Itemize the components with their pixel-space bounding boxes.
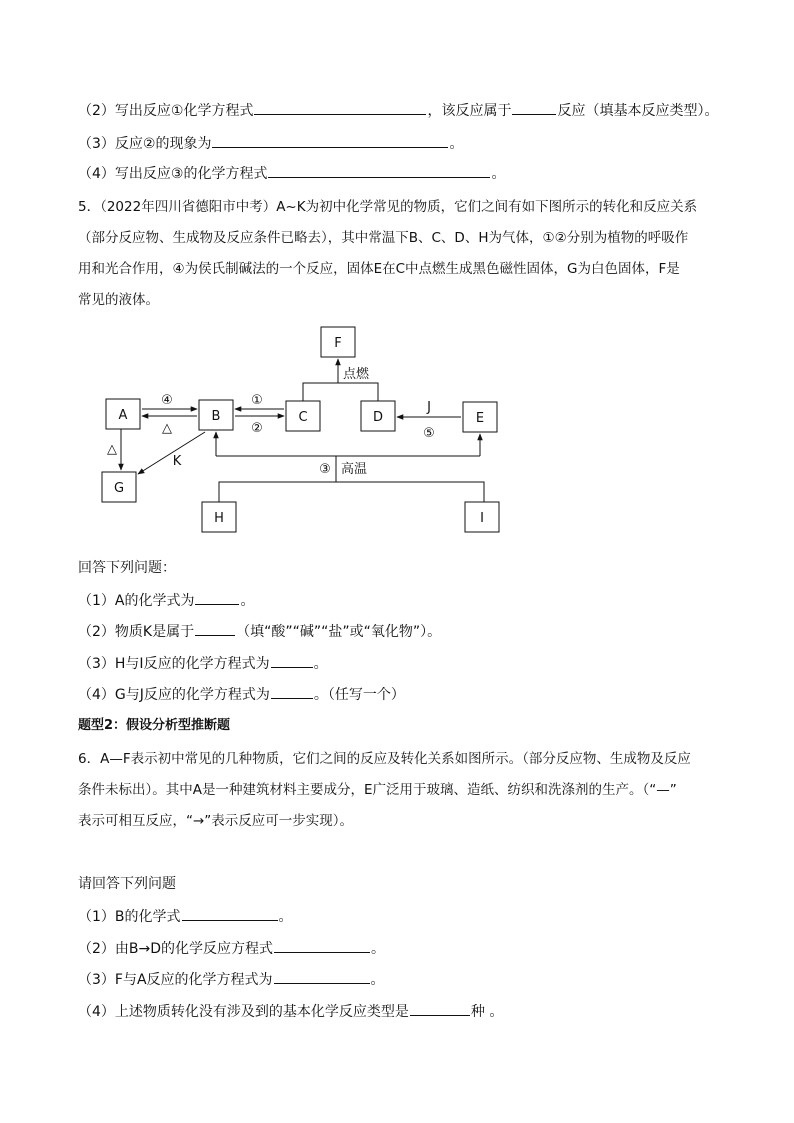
q6-sub2-prompt: （2）由B→D的化学反应方程式 [78, 941, 274, 957]
q5-sub3-blank[interactable] [271, 653, 313, 668]
svg-text:D: D [372, 410, 384, 425]
svg-text:A: A [118, 408, 128, 423]
reaction-diagram [95, 325, 515, 540]
q6-sub4 [78, 1001, 503, 1022]
q4-sub2-prompt: （2）写出反应①化学方程式 [78, 103, 254, 119]
q5-sub1-prompt: （1）A的化学式为 [78, 593, 195, 609]
q4-sub2-suffix: 反应（填基本反应类型）。 [557, 103, 719, 119]
q5-sub3-suffix: 。 [313, 656, 328, 672]
q5-sub3 [78, 653, 328, 674]
q4-sub3-blank[interactable] [212, 133, 448, 148]
label-r4: ④ [161, 393, 173, 408]
q5-sub2-blank[interactable] [195, 621, 235, 636]
q5-sub4-suffix: 。（任写一个） [313, 687, 405, 703]
q5-sub2 [78, 621, 441, 642]
q6-stem-line1: 6．A—F表示初中常见的几种物质，它们之间的反应及转化关系如图所示。（部分反应物、生成物及反应 [78, 751, 691, 767]
q5-sub2-suffix: （填“酸”“碱”“盐”或“氧化物”）。 [236, 624, 442, 640]
q4-sub4 [78, 163, 505, 184]
svg-text:G: G [113, 481, 125, 496]
q4-sub3-prompt: （3）反应②的现象为 [78, 136, 212, 152]
q6-sub3-suffix: 。 [370, 972, 385, 988]
label-r5: ⑤ [423, 426, 435, 441]
q6-sub4-suffix: 种 。 [470, 1004, 504, 1020]
q6-sub1-blank[interactable] [182, 906, 278, 921]
q4-sub3 [78, 133, 463, 154]
label-delta-ag: △ [107, 442, 117, 457]
node-A [106, 399, 140, 429]
svg-text:B: B [211, 409, 221, 424]
q4-sub4-blank[interactable] [268, 163, 490, 178]
label-r1: ① [251, 393, 263, 408]
label-J: J [427, 400, 431, 415]
label-delta-ab: △ [162, 421, 172, 436]
q5-stem-line3: 用和光合作用，④为侯氏制碱法的一个反应，固体E在C中点燃生成黑色磁性固体，G为白色固体，F是 [78, 261, 680, 277]
q5-sub1 [78, 590, 254, 611]
q6-sub1-prompt: （1）B的化学式 [78, 909, 181, 925]
q5-stem-line2: （部分反应物、生成物及反应条件已略去），其中常温下B、C、D、H为气体，①②分别为植物的呼吸作 [78, 230, 689, 246]
q5-sub3-prompt: （3）H与I反应的化学方程式为 [78, 656, 270, 672]
q6-sub3 [78, 969, 385, 990]
q5-stem-line4: 常见的液体。 [78, 292, 159, 308]
section-title: 题型2：假设分析型推断题 [78, 718, 231, 733]
node-I [465, 502, 499, 532]
label-K: K [172, 454, 182, 469]
svg-text:H: H [214, 511, 224, 526]
svg-text:F: F [334, 336, 342, 351]
q6-sub2-blank[interactable] [274, 938, 370, 953]
q4-sub4-suffix: 。 [491, 166, 506, 182]
q5-sub1-suffix: 。 [240, 593, 255, 609]
q6-sub3-blank[interactable] [274, 969, 370, 984]
q4-sub2 [78, 100, 718, 121]
q6-sub2 [78, 938, 385, 959]
node-H [202, 502, 236, 532]
q6-sub1-suffix: 。 [278, 909, 293, 925]
q5-sub4 [78, 684, 405, 705]
q6-stem-line2: 条件未标出）。其中A是一种建筑材料主要成分，E广泛用于玻璃、造纸、纺织和洗涤剂的生产。（“—” [78, 782, 677, 798]
q5-stem-line1: 5．（2022年四川省德阳市中考）A~K为初中化学常见的物质，它们之间有如下图所示的转化和反应关系 [78, 199, 698, 215]
q4-sub2-type-blank[interactable] [512, 100, 556, 115]
q6-sub4-prompt: （4）上述物质转化没有涉及到的基本化学反应类型是 [78, 1004, 409, 1020]
q4-sub2-middle: ，该反应属于 [427, 103, 512, 119]
q4-sub4-prompt: （4）写出反应③的化学方程式 [78, 166, 268, 182]
q6-answer-intro: 请回答下列问题 [78, 876, 176, 892]
q4-sub2-equation-blank[interactable] [254, 100, 426, 115]
q5-sub4-blank[interactable] [271, 684, 313, 699]
q6-sub2-suffix: 。 [371, 941, 386, 957]
q5-sub1-blank[interactable] [195, 590, 239, 605]
q6-stem-line3: 表示可相互反应，“→”表示反应可一步实现）。 [78, 813, 354, 829]
q5-answer-intro: 回答下列问题： [78, 560, 176, 576]
svg-text:I: I [480, 511, 484, 526]
node-C [286, 401, 320, 431]
connector-H-I [219, 482, 484, 502]
node-E [463, 402, 497, 432]
q5-sub2-prompt: （2）物质K是属于 [78, 624, 195, 640]
label-ignite: 点燃 [343, 367, 370, 382]
label-r2: ② [251, 421, 263, 436]
arrow-B-to-G [138, 432, 205, 474]
connector-C-D [303, 383, 378, 401]
q4-sub3-suffix: 。 [449, 136, 464, 152]
svg-text:E: E [475, 411, 485, 426]
q6-sub4-blank[interactable] [410, 1001, 470, 1016]
q6-sub1 [78, 906, 293, 927]
svg-text:C: C [298, 410, 308, 425]
node-F [321, 327, 355, 357]
q6-sub3-prompt: （3）F与A反应的化学方程式为 [78, 972, 273, 988]
q5-sub4-prompt: （4）G与J反应的化学方程式为 [78, 687, 270, 703]
label-r3: ③ [319, 462, 331, 477]
node-D [361, 401, 395, 431]
node-G [102, 472, 136, 502]
label-high-temp: 高温 [341, 462, 368, 477]
node-B [199, 400, 233, 430]
